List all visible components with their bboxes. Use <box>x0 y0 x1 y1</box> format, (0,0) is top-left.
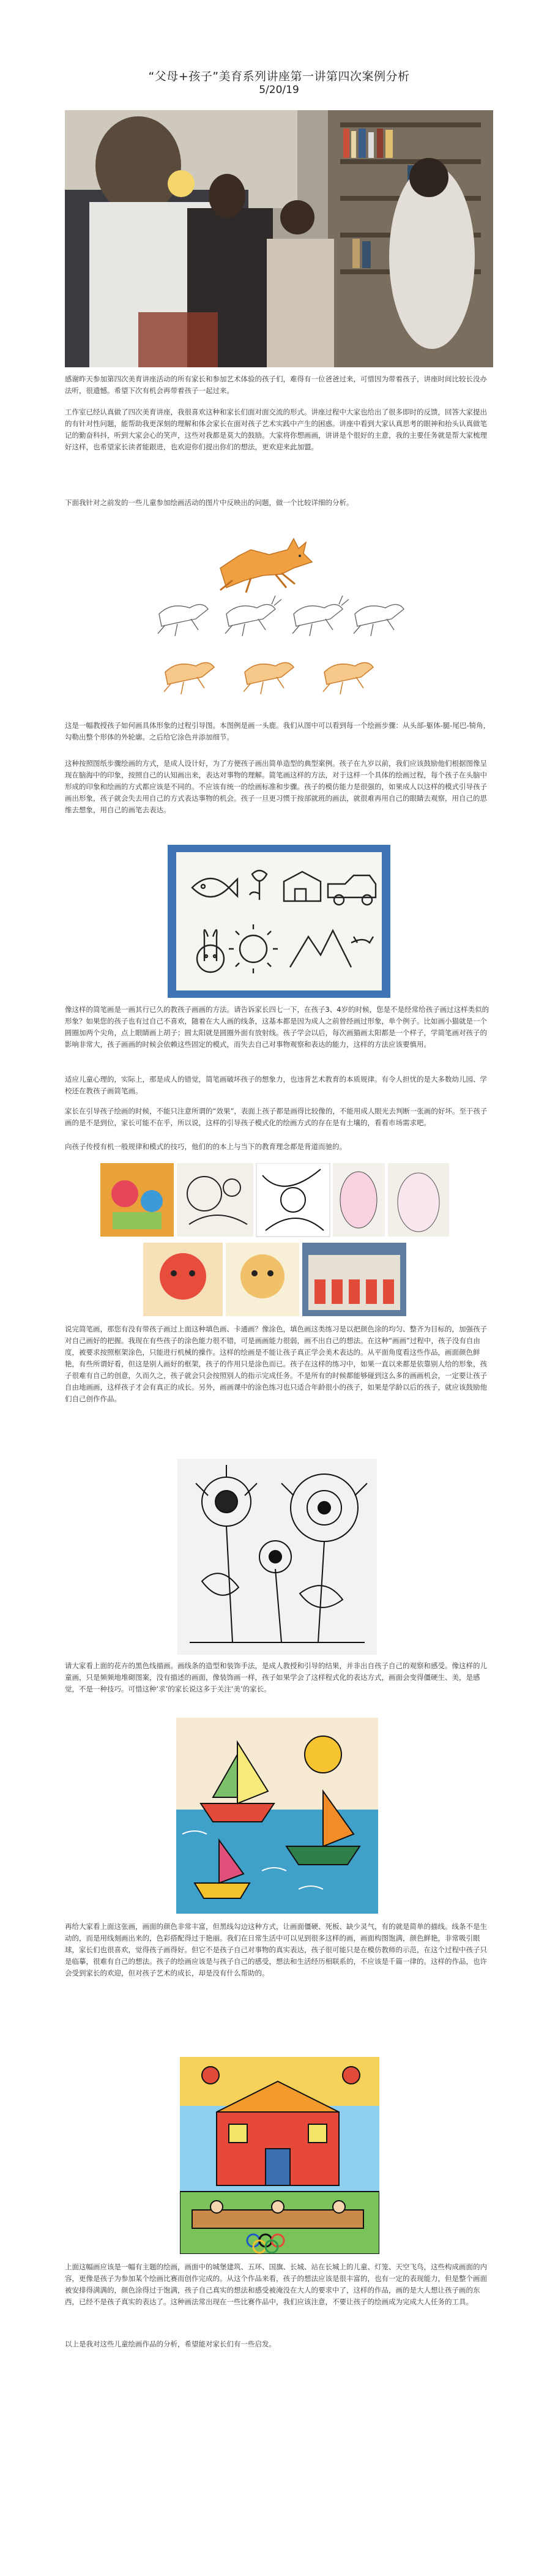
paragraph-4: 这是一幅教授孩子如何画具体形象的过程引导图。本图例是画一头鹿。我们从图中可以看到每一个绘画步骤：从头部-躯体-腿-尾巴-犄角，勾勒出整个形体的外轮廓。之后给它涂色并添加细节。 <box>65 721 491 741</box>
document-date: 5/20/19 <box>259 84 299 96</box>
paragraph-7: 适应儿童心理的，实际上，那是成人的错觉，简笔画破坏孩子的想象力，也违背艺术教育的本质规律。有令人担忧的是大多数幼儿园、学校还在教孩子画简笔画。 <box>65 1075 487 1095</box>
seminar-photo <box>65 110 493 367</box>
paragraph-1: 感谢昨天参加第四次美育讲座活动的所有家长和参加艺术体验的孩子们，难得有一位爸爸过来，可惜因为带着孩子，讲座时间比较长没办法听，很遗憾。希望下次有机会再带着孩子一起过来。 <box>65 375 487 395</box>
paragraph-12: 再给大家看上面这张画，画面的颜色非常丰富，但黑线勾边这种方式，让画面僵硬、死板、缺少灵气，有的就是简单的描线。线条不是生动的，而是用线刻画出来的，色彩搭配得过于艳丽。我们在日常生活中可以见到很多这样的画，画面构图饱满，颜色鲜艳，非常吸引眼球，家长们也很喜欢，觉得孩子画得好。但它不是孩子自己对事物的真实表达，孩子很可能只是在模仿教师的示范，在这个过程中孩子只是临摹，很难有自己的想法。孩子的绘画应该是与孩子自己的感受，想法和生活经历相联系的，不应该是千篇一律的。这样的作品，也许会受到家长的欢迎，但对孩子艺术的成长，却是没有什么帮助的。 <box>65 1922 487 1977</box>
paragraph-11: 请大家看上面的花卉的黑色线描画。画线条的造型和装饰手法，是成人教授和引导的结果，并非出自孩子自己的观察和感受。像这样的儿童画，只是频频地堆砌图案，没有描述的画面，像装饰画一样，孩子如果学会了这样程式化的表达方式，画面会变得僵硬生、美，是感觉，不是一种技巧。可惜这种‘求’的家长说这多于关注‘美’的家长。 <box>65 1661 487 1693</box>
document-title: “父母+孩子”美育系列讲座第一讲第四次案例分析 <box>148 70 410 83</box>
castle-theme-painting <box>180 2057 379 2254</box>
boats-painting <box>176 1718 378 1914</box>
line-drawing-flowers <box>177 1459 377 1655</box>
deer-steps-graphic <box>147 525 410 712</box>
paragraph-14: 以上是我对这些儿童绘画作品的分析，希望能对家长们有一些启发。 <box>65 2340 276 2348</box>
castle-graphic <box>180 2057 379 2254</box>
paragraph-8: 家长在引导孩子绘画的时候，不能只注意所谓的“效果”，表面上孩子都是画得比较像的，不能用成人眼光去判断一张画的好坏。至于孩子画的是不是到位，家长可能不在乎，所以说，这样的引导孩子模式化的绘画方式的存在是有土壤的，看看市场需求吧。 <box>65 1107 488 1127</box>
paragraph-3: 下面我针对之前发的一些儿童参加绘画活动的图片中反映出的问题，做一个比较详细的分析。 <box>65 498 354 507</box>
coloring-collage-graphic <box>100 1163 449 1316</box>
simple-strokes-graphic <box>168 845 390 998</box>
coloring-cartoon-collage <box>100 1163 449 1316</box>
paragraph-10: 说完简笔画，那您有没有带孩子画过上面这种填色画、卡通画？像涂色，填色画这类练习是以把颜色涂的均匀、整齐为目标的，加强孩子对自己画好的把握。我现在有些孩子的涂色能力很不错，可是画画能力很弱，画不出自己的想法。在这种“画画”过程中，孩子没有自由度，被要求按照框架涂色，只能进行机械的操作。这样的绘画是不能让孩子真正学会美术表达的。从平面角度看这些作品，画面颜色鲜艳，有些所谓好看，但这是别人画好的框架，孩子的作用只是涂色而已。孩子在这样的练习中，如果一直以来都是依靠别人给的形象，孩子很难有自己的创意，久而久之，孩子就会只会按照别人的指示完成任务。不是所有的时候都能够碰到这么多的画画机会，一定要让孩子自由地画画，这样孩子才会有真正的成长。另外，画画课中的涂色练习也只适合年龄很小的孩子，如果是学龄以后的孩子，就应该鼓励他们自己创作作品。 <box>65 1325 487 1403</box>
paragraph-13: 上面这幅画应该是一幅有主题的绘画，画面中的城堡建筑、五环、国旗、长城、站在长城上的儿童、灯笼、天空飞鸟，这些构成画面的内容，更像是孩子为参加某个绘画比赛而创作完成的。从这个作品来看，孩子的想法应该是很丰富的，也有一定的表现能力，但是整个画面被安排得满满的，颜色涂得过于饱满，孩子自己真实的想法和感受被淹没在大人的要求中了，这样的作品，画的是大人想让孩子画的东西，已经不是孩子真实的表达了。这种画法常出现在一些比赛作品中，我们应该注意，不要让孩子的绘画成为完成大人任务的工具。 <box>65 2263 487 2306</box>
deer-drawing-steps <box>147 525 410 712</box>
paragraph-9: 向孩子传授有机一般规律和模式的技巧，他们的的本上与当下的教育理念都是背道而驰的。 <box>65 1142 346 1151</box>
paragraph-6: 像这样的简笔画是一画其行已久的教孩子画画的方法。请告诉家长四七一下，在孩子3、4岁的时候，您是不是经常给孩子画过这样类似的形象？如果您的孩子也有过自己不喜欢，随着在大人画的线条，这基本都是因为成人之前曾经画过形象，单个例子。比如画小猫就是一个圆圈加两个尖角，点上眼睛画上胡子；圆太阳就是圆圈外面有放射线。孩子学会以后，每次画猫画太阳都是一个样子，学简笔画对孩子的影响非常大，孩子画画的时候会依赖这些固定的模式，而失去自己对事物观察和表达的能力，这样的方法应该要慎用。 <box>65 1005 489 1049</box>
flowers-graphic <box>177 1459 377 1655</box>
simple-strokes-sheet <box>168 845 390 998</box>
seminar-photo-graphic <box>65 110 493 367</box>
emoji-face-icon <box>168 170 195 197</box>
paragraph-5: 这种按照图纸步骤绘画的方式，是成人设计好，为了方便孩子画出简单造型的典型案例。孩子在九岁以前，我们应该鼓励他们根据图像呈现在脑海中的印象，按照自己的认知画出来，表达对事物的理解。简笔画这样的方法，对于这样一个具体的绘画过程，每个孩子在头脑中形成的印象和绘画的方式都应该是不同的。不应该有统一的绘画标准和步骤。孩子的模仿能力是很强的，如果成人以这样的模式引导孩子画出形象，孩子就会失去用自己的方式表达事物的机会。孩子一旦更习惯于按部就班的画法，就很难再用自己的眼睛去观察，用自己的思维去想象，用自己的画笔去表达。 <box>65 759 487 814</box>
boats-graphic <box>176 1718 378 1914</box>
paragraph-2: 工作室已经认真做了四次美育讲座，我很喜欢这种和家长们面对面交流的形式。讲座过程中大家也给出了很多即时的反馈，回答大家提出的有针对性问题，能帮助我更深刻的理解和体会家长在面对孩子艺术实践中产生的困惑。讲座中看到大家认真思考的眼神和抬头认真做笔记的勤奋科抖，听到大家会心的笑声，这些对我都是莫大的鼓励。大家将你想画画，讲讲是个很好的主意，我的主要任务就是帮大家梳理好这样，也希望家长读者能跟进，也欢迎你们提出你们的想法，更欢迎来此加盟。 <box>65 408 487 451</box>
